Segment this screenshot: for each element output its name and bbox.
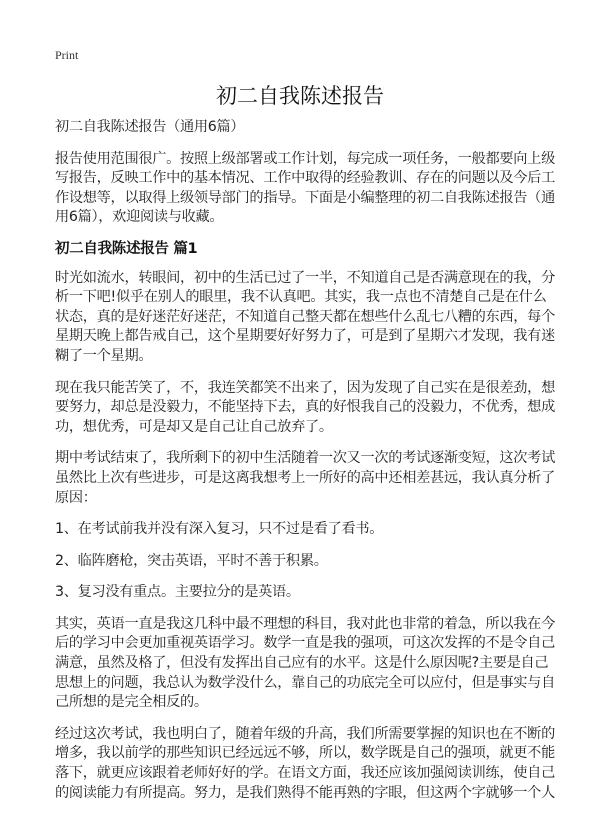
paragraph [55,520,555,540]
document-body [55,118,555,815]
paragraph [55,118,555,138]
text-line: 1、在考试前我并没有深入复习，只不过是看了看书。 [55,521,384,538]
paragraph [55,615,555,713]
text-line: 时光如流水，转眼间，初中的生活已过了一半，不知道自己是否满意现在的我，分 [55,269,555,286]
section-heading [55,240,555,260]
text-line: 现在我只能苦笑了，不，我连笑都笑不出来了，因为发现了自己实在是很差劲，想 [55,379,555,396]
text-line: 写报告，反映工作中的基本情况、工作中取得的经验教训、存在的问题以及今后工 [55,170,555,187]
text-line: 落下，就更应该跟着老师好好的学。在语文方面，我还应该加强阅读训练，使自己 [55,765,555,782]
text-line: 思想上的问题，我总认为数学没什么，靠自己的功底完全可以应付，但是事实与自 [55,674,555,691]
text-line: 经过这次考试，我也明白了，随着年级的升高，我们所需要掌握的知识也在不断的 [55,725,555,742]
text-line: 增多，我以前学的那些知识已经远远不够，所以，数学既是自己的强项，就更不能 [55,745,555,762]
text-line: 3、复习没有重点。主要拉分的是英语。 [55,584,300,601]
text-line: 己所想的是完全相反的。 [55,694,208,711]
text-line: 功，想优秀，可是却又是自己让自己放弃了。 [55,418,333,435]
text-line: 报告使用范围很广。按照上级部署或工作计划，每完成一项任务，一般都要向上级 [55,150,555,167]
paragraph [55,150,555,228]
text-line: 原因： [55,489,97,506]
text-line: 后的学习中会更加重视英语学习。数学一直是我的强项，可这次发挥的不是令自己 [55,635,555,652]
text-line: 要努力，却总是没毅力，不能坚持下去，真的好恨我自己的没毅力，不优秀，想成 [55,399,555,416]
text-line: 虽然比上次有些进步，可是这离我想考上一所好的高中还相差甚远，我认真分析了 [55,469,555,486]
text-line: 用6篇），欢迎阅读与收藏。 [55,209,224,226]
document-title: 初二自我陈述报告 [216,84,384,108]
paragraph [55,583,555,603]
text-line: 糊了一个星期。 [55,347,153,364]
text-line: 初二自我陈述报告（通用6篇） [55,119,245,135]
paragraph [55,269,555,367]
text-line: 初二自我陈述报告 篇1 [55,240,198,257]
paragraph [55,725,555,803]
text-line: 2、临阵磨枪，突击英语，平时不善于积累。 [55,552,328,569]
text-line: 其实，英语一直是我这几科中最不理想的科目，我对此也非常的着急，所以我在今 [55,615,555,632]
text-line: 期中考试结束了，我所剩下的初中生活随着一次又一次的考试逐渐变短，这次考试 [55,450,555,467]
text-line: 状态，真的是好迷茫好迷茫，不知道自己整天都在想些什么乱七八糟的东西，每个 [55,308,555,325]
paragraph [55,449,555,508]
text-line: 星期天晚上都告戒自己，这个星期要好好努力了，可是到了星期六才发现，我有迷 [55,328,555,345]
text-line: 的阅读能力有所提高。努力，是我们熟得不能再熟的字眼，但这两个字就够一个人 [55,784,555,801]
paragraph [55,379,555,438]
text-line: 作设想等，以取得上级领导部门的指导。下面是小编整理的初二自我陈述报告（通 [55,189,555,206]
paragraph [55,552,555,572]
print-link[interactable]: Print [55,48,79,62]
text-line: 析一下吧!似乎在别人的眼里，我不认真吧。其实，我一点也不清楚自己是在什么 [55,289,547,306]
text-line: 满意，虽然及格了，但没有发挥出自己应有的水平。这是什么原因呢?主要是自己 [55,655,549,672]
